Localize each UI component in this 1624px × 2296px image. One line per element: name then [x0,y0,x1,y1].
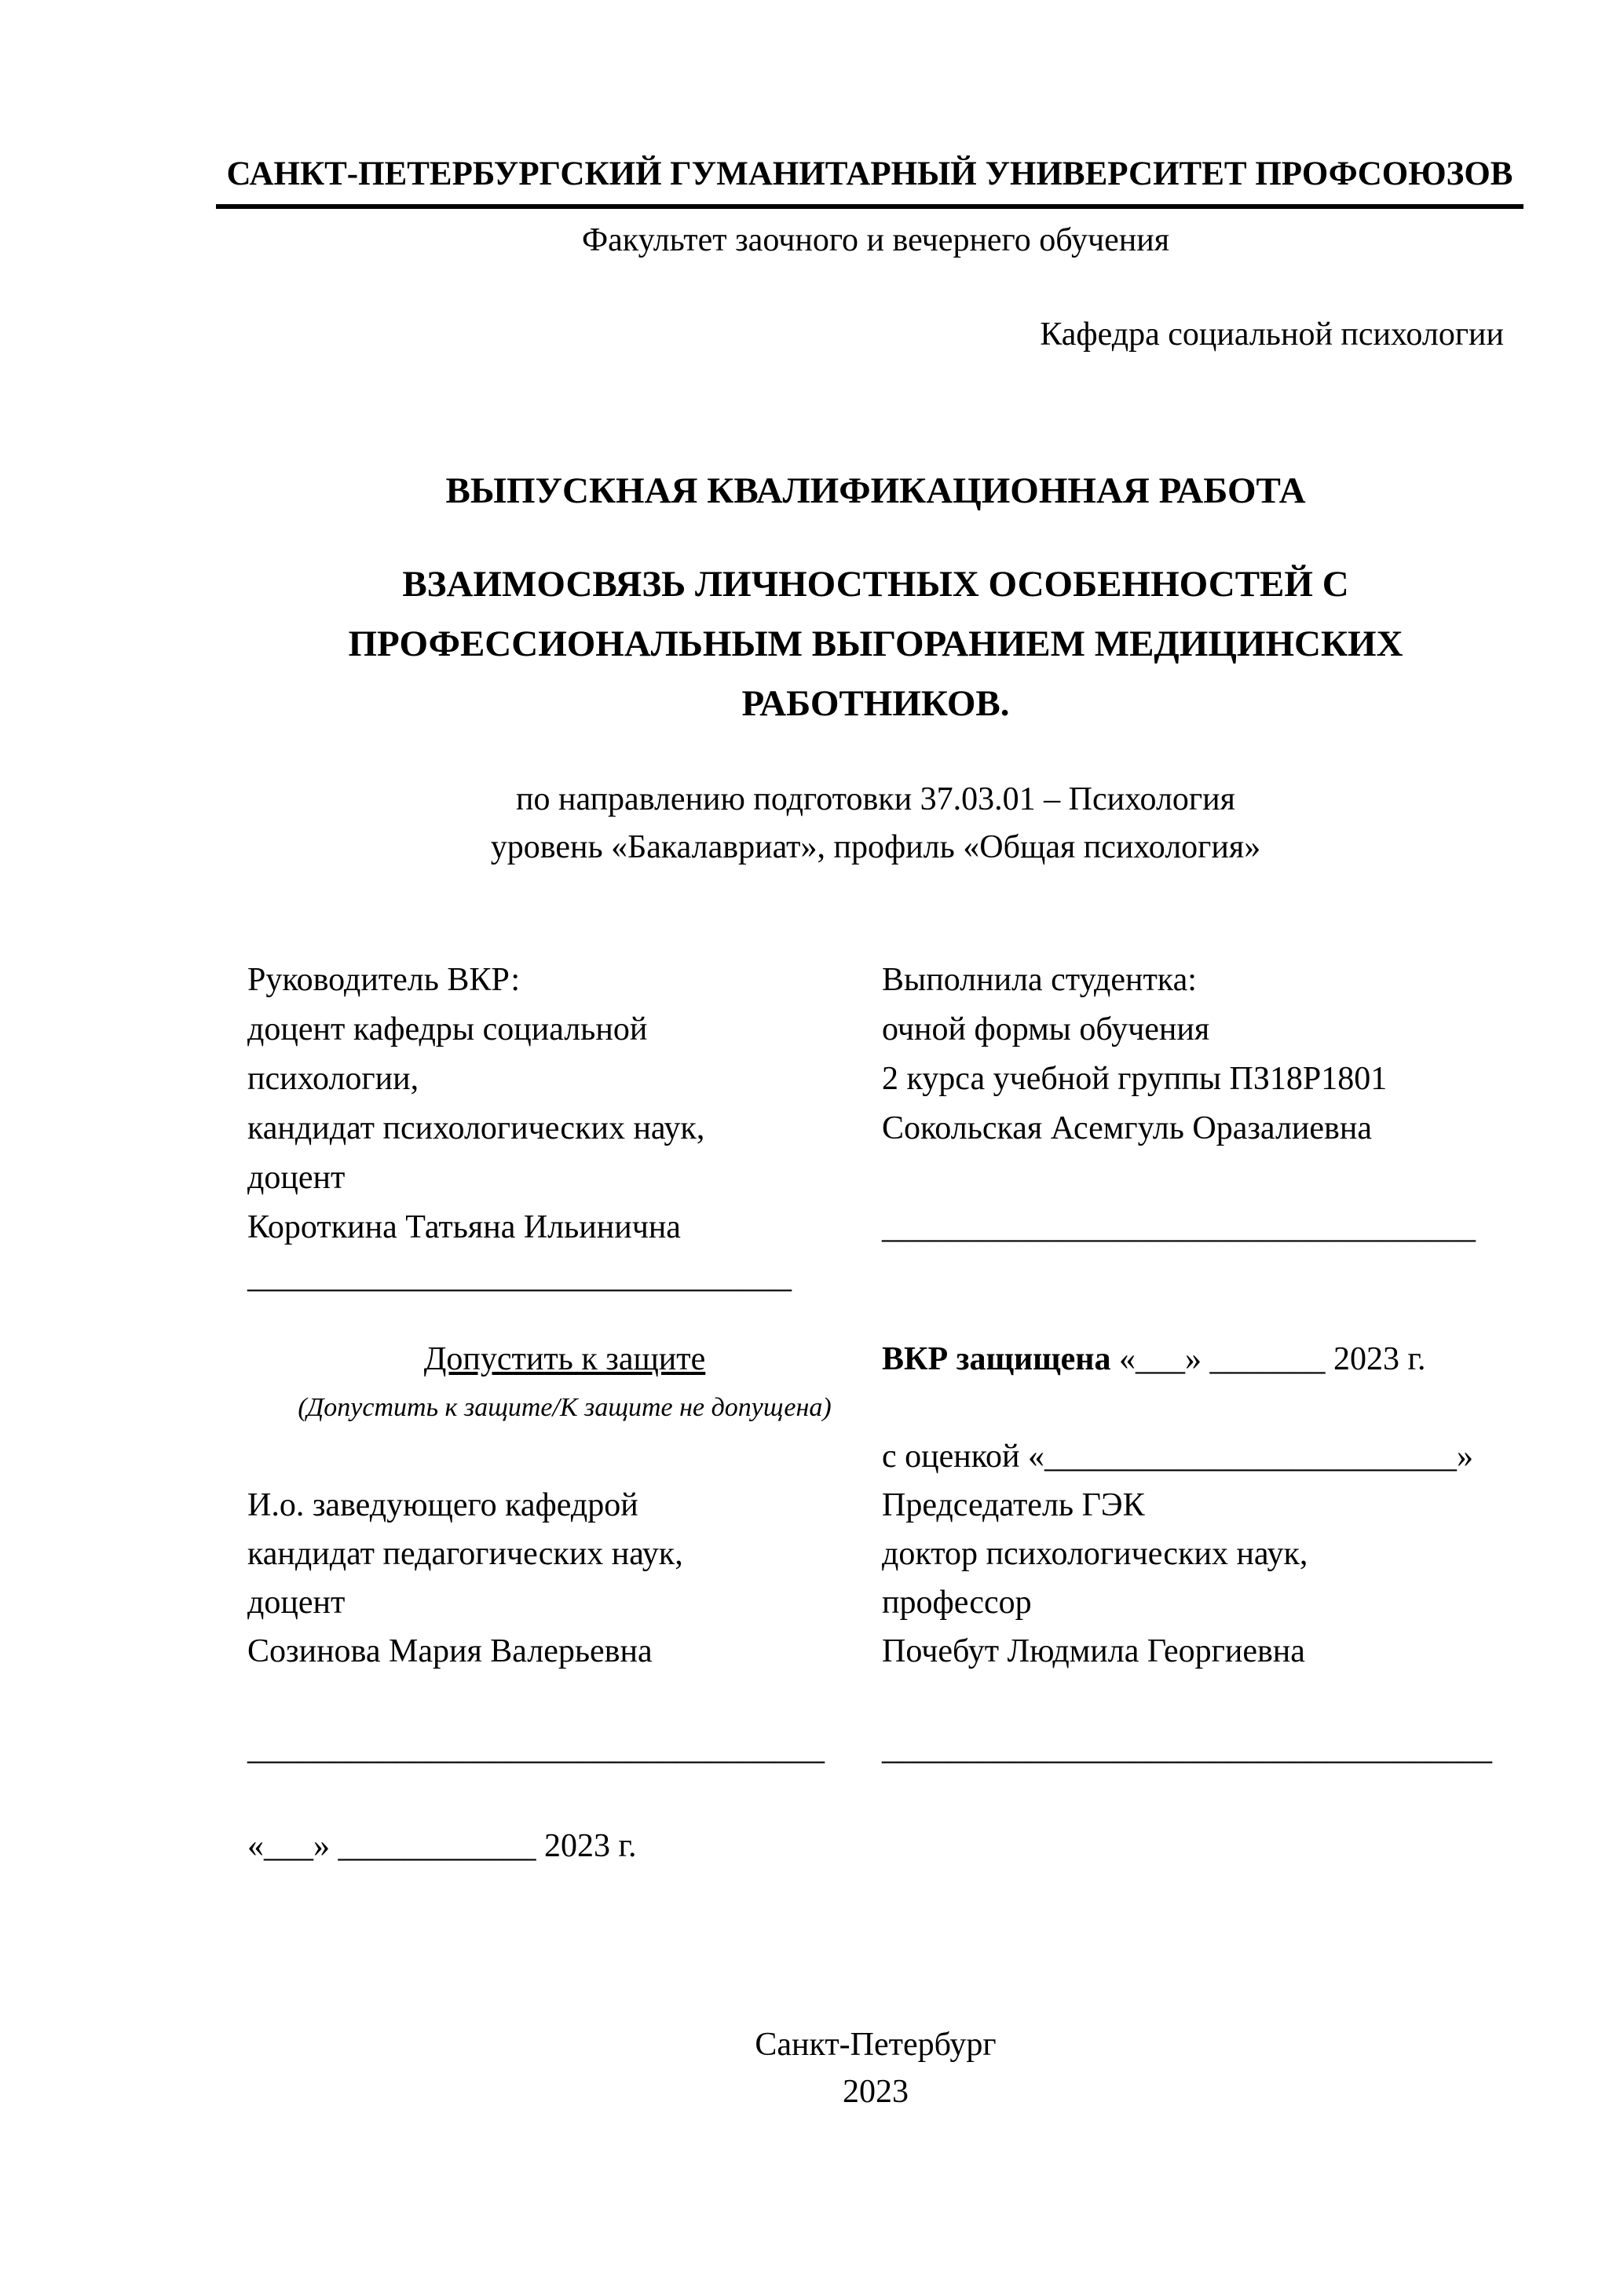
defense-date-row [882,1335,1504,1384]
footer-year: 2023 [843,2074,909,2110]
work-type-heading: ВЫПУСКНАЯ КВАЛИФИКАЦИОННАЯ РАБОТА [445,470,1306,511]
supervisor-line: психологии, [247,1061,419,1097]
defense-chair-line: Председатель ГЭК [882,1487,1145,1523]
defense-chair-line: доктор психологических наук, [882,1536,1308,1572]
defense-chair-line: профессор [882,1585,1032,1621]
admission-heading [247,1335,882,1384]
university-name: САНКТ-ПЕТЕРБУРГСКИЙ ГУМАНИТАРНЫЙ УНИВЕРСИТЕТ ПРОФСОЮЗОВ [216,154,1523,209]
spacer [247,1432,882,1481]
admission-signature-line: ___________________________________ [247,1731,825,1767]
student-heading: Выполнила студентка: [882,962,1197,998]
supervisor-column [247,956,882,1302]
supervisor-signature-line: _________________________________ [247,1259,792,1295]
supervisor-line: доцент [247,1160,346,1196]
student-line: очной формы обучения [882,1011,1210,1047]
supervisor-line: кандидат психологических наук, [247,1110,705,1146]
thesis-title-line-2: ПРОФЕССИОНАЛЬНЫМ ВЫГОРАНИЕМ МЕДИЦИНСКИХ [348,623,1403,664]
defense-date-blanks: «___» _______ 2023 г. [1118,1341,1426,1377]
supervisor-line: доцент кафедры социальной [247,1011,648,1047]
student-line: Сокольская Асемгуль Оразалиевна [882,1110,1372,1146]
admission-note: (Допустить к защите/К защите не допущена) [298,1393,832,1422]
department-name: Кафедра социальной психологии [1040,316,1504,353]
student-line: 2 курса учебной группы ПЗ18Р1801 [882,1061,1388,1097]
supervisor-line: Короткина Татьяна Ильинична [247,1209,681,1245]
admission-column [247,1335,882,1870]
admission-date-line: «___» ____________ 2023 г. [247,1828,637,1864]
defense-signature-line: _____________________________________ [882,1731,1492,1767]
footer-city: Санкт-Петербург [755,2027,997,2063]
admission-heading-text: Допустить к защите [423,1341,706,1377]
faculty-name: Факультет заочного и вечернего обучения [581,222,1170,258]
spacer [882,1384,1504,1432]
admission-official-line: кандидат педагогических наук, [247,1536,683,1572]
program-level: уровень «Бакалавриат», профиль «Общая психология» [490,829,1261,865]
defense-chair-line: Почебут Людмила Георгиевна [882,1633,1305,1669]
student-signature-line: ____________________________________ [882,1209,1476,1245]
footer-block [247,2021,1504,2115]
defense-column [882,1335,1504,1870]
admission-defense-block [247,1335,1504,1870]
spacer [882,1676,1504,1724]
defense-label: ВКР защищена [882,1341,1111,1377]
student-column [882,956,1504,1302]
thesis-title-line-1: ВЗАИМОСВЯЗЬ ЛИЧНОСТНЫХ ОСОБЕННОСТЕЙ С [402,564,1349,605]
defense-grade-line: с оценкой «_________________________» [882,1439,1473,1475]
supervisor-heading: Руководитель ВКР: [247,962,521,998]
admission-official-line: доцент [247,1585,346,1621]
thesis-title [247,554,1504,733]
spacer [882,1153,1504,1203]
signatories-top-block [247,956,1504,1302]
program-block [247,776,1504,872]
spacer [247,1773,882,1822]
admission-official-line: И.о. заведующего кафедрой [247,1487,638,1523]
spacer [247,1676,882,1724]
program-direction: по направлению подготовки 37.03.01 – Психология [516,781,1235,817]
admission-official-line: Созинова Мария Валерьевна [247,1633,653,1669]
thesis-title-line-3: РАБОТНИКОВ. [741,683,1010,724]
